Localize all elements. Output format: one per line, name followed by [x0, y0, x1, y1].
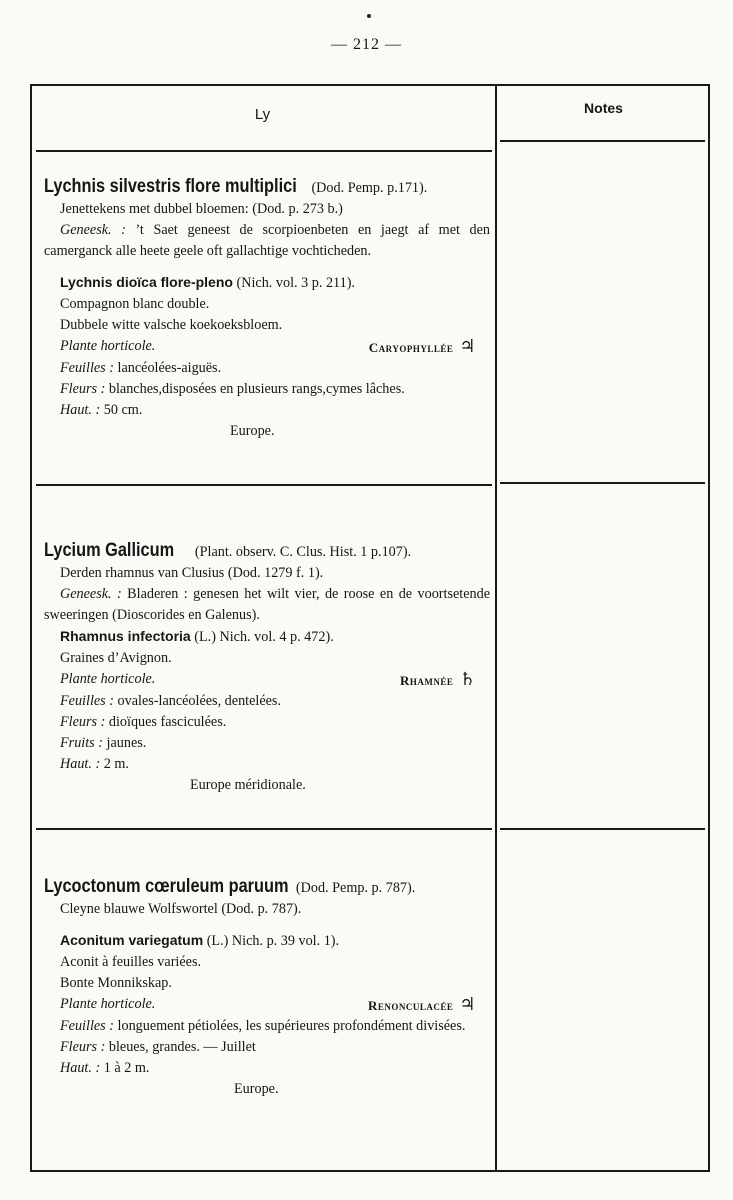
entry-rule-left: [36, 484, 492, 486]
plant-type: Plante horticole.: [60, 671, 156, 687]
flowers-text: blanches,disposées en plusieurs rangs,cymes lâches.: [108, 381, 405, 397]
fruits-label: Fruits :: [60, 735, 103, 751]
french-name: Aconit à feuilles variées.: [60, 954, 202, 970]
height-label: Haut. :: [60, 402, 101, 418]
flowers-label: Fleurs :: [60, 381, 106, 397]
synonym-name: Aconitum variegatum: [60, 932, 204, 948]
leaves-text: lancéolées-aiguës.: [117, 360, 222, 376]
leaves-paragraph: [44, 1016, 490, 1037]
column-header-notes: Notes: [584, 100, 623, 116]
column-divider: [495, 84, 497, 1172]
region: Europe.: [230, 423, 275, 439]
perennial-symbol-icon: ♃: [459, 994, 476, 1014]
synonym-ref: (Nich. vol. 3 p. 211).: [236, 275, 355, 291]
region: Europe méridionale.: [190, 777, 306, 793]
family-label: [368, 994, 490, 1016]
geneesk-paragraph: [28, 220, 490, 262]
shrub-symbol-icon: ♄: [459, 669, 476, 689]
entry-lycoctonum: [44, 876, 490, 1100]
height-label: Haut. :: [60, 756, 101, 772]
entry-reference: (Plant. observ. C. Clus. Hist. 1 p.107).: [194, 544, 412, 560]
geneesk-label: Geneesk. :: [60, 586, 122, 602]
flowers-text: bleues, grandes. — Juillet: [108, 1039, 256, 1055]
printer-dot: [367, 14, 371, 18]
dutch-common-name: Dubbele witte valsche koekoeksbloem.: [60, 317, 283, 333]
flowers-label: Fleurs :: [60, 714, 106, 730]
perennial-symbol-icon: ♃: [459, 336, 476, 356]
region: Europe.: [234, 1081, 279, 1097]
entry-lychnis: [44, 176, 490, 442]
entry-reference: (Dod. Pemp. p. 787).: [295, 880, 416, 896]
height-text: 2 m.: [103, 756, 129, 772]
flowers-label: Fleurs :: [60, 1039, 106, 1055]
synonym-ref: (L.) Nich. p. 39 vol. 1).: [206, 933, 340, 949]
fruits-text: jaunes.: [106, 735, 147, 751]
family-name: Renonculacée: [367, 998, 454, 1013]
entry-title: Lycium Gallicum: [44, 540, 175, 561]
family-name: Caryophyllée: [368, 340, 454, 355]
leaves-label: Feuilles :: [60, 360, 114, 376]
family-label: [369, 336, 490, 358]
plant-type: Plante horticole.: [60, 996, 156, 1012]
height-text: 50 cm.: [103, 402, 143, 418]
leaves-text: ovales-lancéolées, dentelées.: [117, 693, 281, 709]
french-name: Compagnon blanc double.: [60, 296, 210, 312]
entry-lycium: [44, 540, 490, 796]
geneesk-paragraph: [28, 584, 490, 626]
synonym-name: Rhamnus infectoria: [60, 628, 191, 644]
header-rule-left: [36, 150, 492, 152]
synonym-name: Lychnis dioïca flore-pleno: [60, 274, 233, 290]
entry-rule-right: [500, 828, 705, 830]
french-name: Graines d’Avignon.: [60, 650, 172, 666]
leaves-text: longuement pétiolées, les supérieures profondément divisées.: [117, 1018, 466, 1034]
dutch-name: Cleyne blauwe Wolfswortel (Dod. p. 787).: [60, 901, 302, 917]
height-label: Haut. :: [60, 1060, 101, 1076]
geneesk-label: Geneesk. :: [60, 222, 126, 238]
plant-type: Plante horticole.: [60, 338, 156, 354]
family-name: Rhamnée: [399, 673, 454, 688]
height-text: 1 à 2 m.: [103, 1060, 150, 1076]
leaves-label: Feuilles :: [60, 693, 114, 709]
flowers-text: dioïques fasciculées.: [108, 714, 227, 730]
dutch-common-name: Bonte Monnikskap.: [60, 975, 172, 991]
entry-title: Lycoctonum cœruleum paruum: [44, 876, 289, 897]
leaves-label: Feuilles :: [60, 1018, 114, 1034]
synonym-ref: (L.) Nich. vol. 4 p. 472).: [194, 629, 334, 645]
entry-title: Lychnis silvestris flore multiplici: [44, 176, 297, 197]
column-header-ly: Ly: [254, 106, 271, 123]
dutch-name: Jenettekens met dubbel bloemen: (Dod. p. 273 b.): [60, 201, 343, 217]
entry-rule-right: [500, 482, 705, 484]
dutch-name: Derden rhamnus van Clusius (Dod. 1279 f. 1).: [60, 565, 324, 581]
page-number: — 212 —: [331, 36, 402, 53]
geneesk-text: Bladeren : genesen het wilt vier, de roose en de voortsetende sweeringen (Dioscorides en Galenus).: [44, 586, 491, 623]
family-label: [400, 669, 490, 691]
header-rule-right: [500, 140, 705, 142]
entry-rule-left: [36, 828, 492, 830]
entry-reference: (Dod. Pemp. p.171).: [311, 180, 428, 196]
geneesk-text: ’t Saet geneest de scorpioenbeten en jaegt af met den camerganck alle heete geele oft gallachtige vochticheden.: [44, 222, 490, 259]
